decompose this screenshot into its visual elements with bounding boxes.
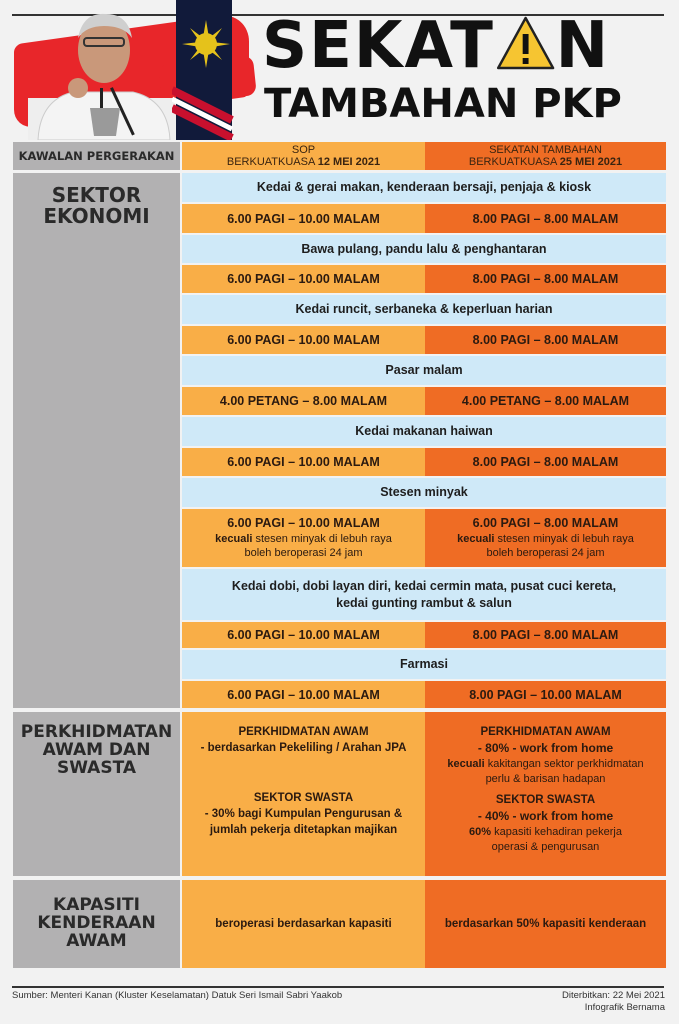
category-row: Bawa pulang, pandu lalu & penghantaran — [182, 235, 666, 263]
category-row: Kedai & gerai makan, kenderaan bersaji, penjaja & kiosk — [182, 173, 666, 202]
awam-text: - 80% - work from home — [477, 741, 614, 756]
footer-divider — [12, 986, 664, 988]
sop-hours: 6.00 PAGI – 10.00 MALAM — [182, 326, 425, 354]
swasta-text-2: jumlah pekerja ditetapkan majikan — [209, 824, 398, 837]
category-row — [182, 569, 666, 620]
swasta-text: - 40% - work from home — [477, 808, 614, 823]
note-bold: kecuali — [447, 757, 485, 770]
section-kapasiti — [13, 880, 666, 968]
new-hours: 8.00 PAGI – 8.00 MALAM — [425, 622, 666, 648]
note-text: stesen minyak di lebuh raya — [252, 532, 392, 545]
speaker-photo — [28, 8, 178, 140]
header-sop-prefix: BERKUATKUASA — [226, 156, 318, 168]
note-bold: kecuali — [215, 532, 253, 545]
title-text-a: SEKAT — [262, 9, 495, 83]
section-label-ekonomi — [13, 173, 180, 708]
header-sop-date: 12 MEI 2021 — [317, 156, 381, 168]
category-row: Pasar malam — [182, 356, 666, 385]
awam-title: PERKHIDMATAN AWAM — [480, 726, 611, 738]
sop-hours: 6.00 PAGI – 10.00 MALAM — [227, 515, 380, 530]
table-header — [13, 142, 666, 170]
header-new-title: SEKATAN TAMBAHAN — [489, 143, 602, 156]
swasta-title: SEKTOR SWASTA — [253, 792, 354, 805]
new-hours: 8.00 PAGI – 8.00 MALAM — [425, 448, 666, 476]
new-hours: 4.00 PETANG – 8.00 MALAM — [425, 387, 666, 415]
malaysia-flag — [172, 0, 240, 140]
note-bold: 60% — [469, 825, 492, 838]
category-text: Kedai dobi, dobi layan diri, kedai cermin mata, pusat cuci kereta, — [231, 578, 617, 593]
note-text: kakitangan sektor perkhidmatan — [484, 757, 644, 770]
sop-hours: 6.00 PAGI – 10.00 MALAM — [182, 265, 425, 293]
kapasiti-new: berdasarkan 50% kapasiti kenderaan — [425, 880, 666, 968]
label-line: KENDERAAN — [37, 913, 156, 934]
perkhidmatan-sop — [182, 712, 425, 876]
header-new — [425, 142, 666, 170]
new-hours: 8.00 PAGI – 10.00 MALAM — [425, 681, 666, 708]
header-new-prefix: BERKUATKUASA — [468, 156, 560, 168]
category-text-2: kedai gunting rambut & salun — [336, 595, 512, 610]
header-new-date: 25 MEI 2021 — [559, 156, 623, 168]
note-text-2: boleh beroperasi 24 jam — [244, 547, 363, 560]
swasta-text: - 30% bagi Kumpulan Pengurusan & — [204, 808, 403, 821]
awam-title: PERKHIDMATAN AWAM — [238, 726, 369, 738]
label-line: AWAM DAN — [42, 739, 151, 760]
sop-hours: 6.00 PAGI – 10.00 MALAM — [182, 448, 425, 476]
footer-source: Sumber: Menteri Kanan (Kluster Keselamatan) Datuk Seri Ismail Sabri Yaakob — [12, 990, 343, 1001]
note-text-2: perlu & barisan hadapan — [485, 773, 606, 786]
new-hours: 6.00 PAGI – 8.00 MALAM — [472, 515, 619, 530]
label-line: SWASTA — [56, 757, 137, 778]
footer-published: Diterbitkan: 22 Mei 2021 — [562, 990, 665, 1001]
title-line-2: TAMBAHAN PKP — [264, 81, 622, 127]
category-row: Kedai makanan haiwan — [182, 417, 666, 446]
label-line: AWAM — [66, 930, 127, 951]
sop-hours: 6.00 PAGI – 10.00 MALAM — [182, 681, 425, 708]
section-sektor-ekonomi — [13, 173, 666, 708]
awam-text: - berdasarkan Pekeliling / Arahan JPA — [200, 742, 407, 755]
note-bold: kecuali — [457, 532, 495, 545]
footer-credit: Infografik Bernama — [584, 1002, 665, 1014]
note-text-2: boleh beroperasi 24 jam — [486, 547, 605, 560]
section-perkhidmatan — [13, 712, 666, 876]
new-hours-stesen — [425, 509, 666, 567]
category-row: Kedai runcit, serbaneka & keperluan harian — [182, 295, 666, 324]
sop-hours: 4.00 PETANG – 8.00 MALAM — [182, 387, 425, 415]
title-line-1 — [262, 9, 611, 83]
section-label-kapasiti — [13, 880, 180, 968]
new-hours: 8.00 PAGI – 8.00 MALAM — [425, 265, 666, 293]
warning-icon — [495, 14, 556, 74]
note-text-2: operasi & pengurusan — [491, 840, 600, 853]
category-row: Farmasi — [182, 650, 666, 679]
sop-hours-stesen — [182, 509, 425, 567]
sop-hours: 6.00 PAGI – 10.00 MALAM — [182, 204, 425, 233]
new-hours: 8.00 PAGI – 8.00 MALAM — [425, 326, 666, 354]
sop-hours: 6.00 PAGI – 10.00 MALAM — [182, 622, 425, 648]
title-text-b: N — [555, 9, 611, 83]
note-text: kapasiti kehadiran pekerja — [491, 825, 622, 838]
section-label-perkhidmatan — [13, 712, 180, 876]
section-label-text: SEKTOR EKONOMI — [43, 183, 150, 228]
category-row: Stesen minyak — [182, 478, 666, 507]
footer-meta — [562, 990, 665, 1015]
header-sop — [182, 142, 425, 170]
new-hours: 8.00 PAGI – 8.00 MALAM — [425, 204, 666, 233]
header-label: KAWALAN PERGERAKAN — [13, 142, 180, 170]
label-line: PERKHIDMATAN — [20, 722, 173, 742]
header-sop-title: SOP — [291, 143, 316, 156]
label-line: KAPASITI — [53, 895, 140, 916]
kapasiti-sop: beroperasi berdasarkan kapasiti — [182, 880, 425, 968]
note-text: stesen minyak di lebuh raya — [494, 532, 634, 545]
swasta-title: SEKTOR SWASTA — [495, 793, 596, 806]
perkhidmatan-new — [425, 712, 666, 876]
